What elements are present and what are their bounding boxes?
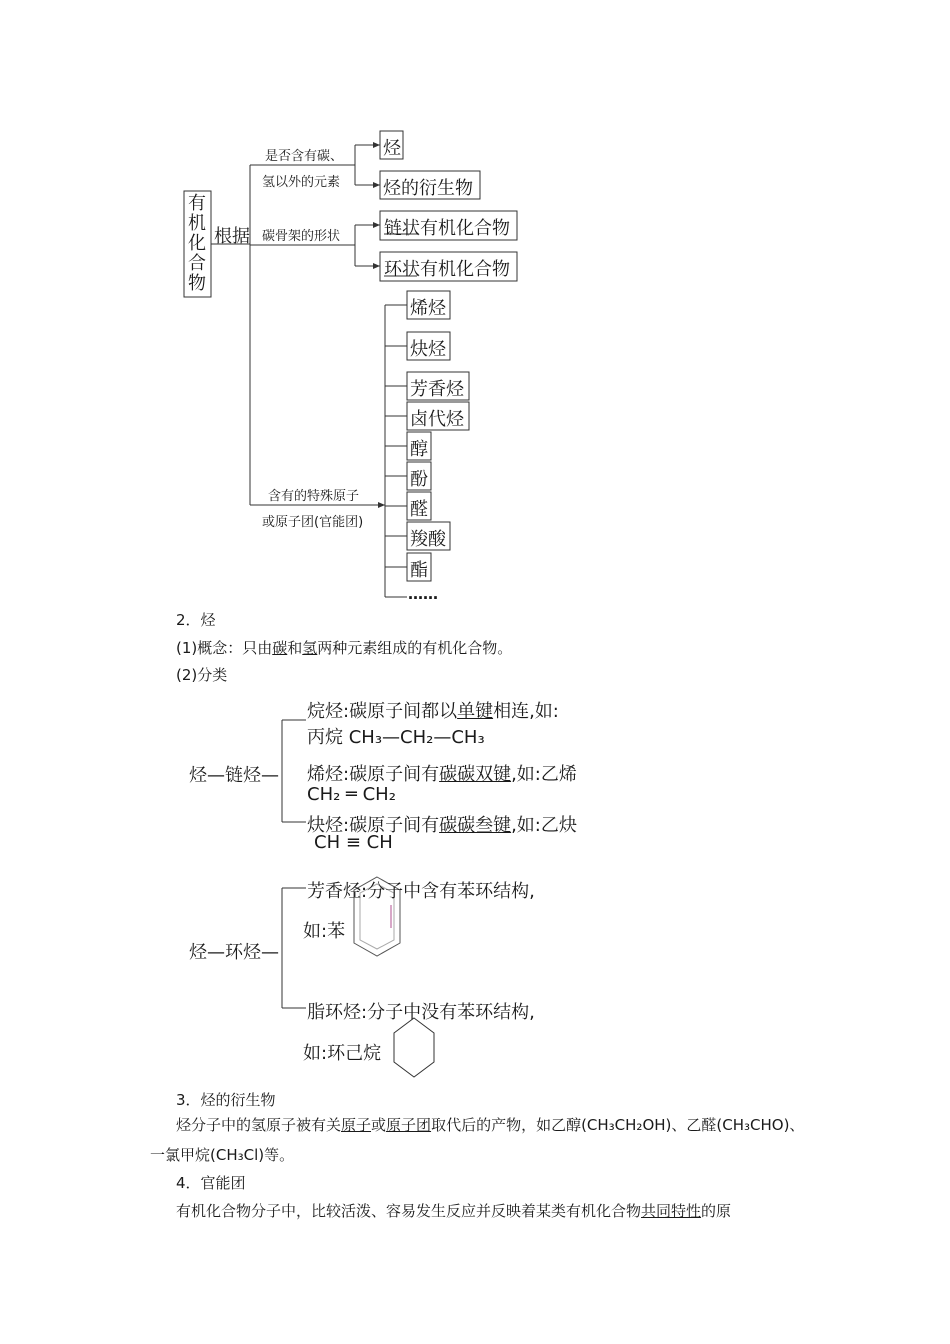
alkane-text-b: 相连,如: xyxy=(493,701,559,722)
section3-atom: 原子 xyxy=(341,1116,372,1134)
tree-item-ester: 酯 xyxy=(410,560,428,581)
classification-tree xyxy=(0,0,950,610)
branch3-label-line1: 含有的特殊原子 xyxy=(268,489,360,504)
tree-item-ellipsis: …… xyxy=(408,585,438,603)
tree-item-halide: 卤代烃 xyxy=(410,409,464,430)
section3-heading: 3．烃的衍生物 xyxy=(176,1091,276,1109)
cyclohexane-structure xyxy=(394,1018,434,1077)
alkene-double-bond: 碳碳双键 xyxy=(439,764,512,785)
tree-item-hydrocarbon: 烃 xyxy=(383,138,401,159)
alkyne-text-a: 炔烃:碳原子间有 xyxy=(307,815,440,836)
aromatic-example: 如:苯 xyxy=(303,921,346,942)
alkane-line xyxy=(307,697,559,723)
alicyclic-line: 脂环烃:分子中没有苯环结构, xyxy=(307,1002,535,1023)
basis-label: 根据 xyxy=(214,226,250,247)
alkyne-text-b: ,如:乙炔 xyxy=(511,815,577,836)
section4-common-property: 共同特性 xyxy=(641,1202,702,1220)
concept-line xyxy=(176,637,512,658)
ethyne-formula: CH ≡ CH xyxy=(314,832,393,853)
alkene-line xyxy=(307,760,577,786)
branch2-label: 碳骨架的形状 xyxy=(262,229,341,244)
branch3-label-line2: 或原子团(官能团) xyxy=(262,515,364,530)
alkene-text-b: ,如:乙烯 xyxy=(511,764,577,785)
tree-item-derivative: 烃的衍生物 xyxy=(383,178,473,199)
aromatic-line: 芳香烃:分子中含有苯环结构, xyxy=(307,881,535,902)
tree-item-phenol: 酚 xyxy=(410,469,428,490)
alkane-text-a: 烷烃:碳原子间都以 xyxy=(307,701,458,722)
concept-prefix: (1)概念：只由 xyxy=(176,639,273,657)
section4-heading: 4．官能团 xyxy=(176,1174,246,1192)
concept-carbon: 碳 xyxy=(272,639,288,657)
concept-suffix: 两种元素组成的有机化合物。 xyxy=(317,639,513,657)
section3-text-b: 取代后的产物，如乙醇(CH₃CH₂OH)、乙醛(CH₃CHO)、一氯甲烷(CH₃Cl)等。 xyxy=(150,1116,805,1164)
tree-item-acid: 羧酸 xyxy=(410,529,446,550)
propane-formula: 丙烷 CH₃—CH₂—CH₃ xyxy=(307,727,485,748)
tree-item-aldehyde: 醛 xyxy=(410,499,428,520)
tree-root-label: 有机化合物 xyxy=(188,193,206,294)
tree-item-alkene: 烯烃 xyxy=(410,298,446,319)
alkene-text-a: 烯烃:碳原子间有 xyxy=(307,764,440,785)
branch1-label-line2: 氢以外的元素 xyxy=(262,175,341,190)
section3-text-mid: 或 xyxy=(371,1116,387,1134)
branch1-label-line1: 是否含有碳、 xyxy=(265,149,344,164)
chain-root: 烃—链烃— xyxy=(189,765,279,786)
ethene-formula: CH₂ ═ CH₂ xyxy=(307,784,396,805)
classify-heading: (2)分类 xyxy=(176,666,228,684)
tree-item-ring: 环状有机化合物 xyxy=(384,259,510,280)
concept-mid: 和 xyxy=(287,639,303,657)
section3-text-a: 烃分子中的氢原子被有关 xyxy=(176,1116,342,1134)
tree-item-aromatic: 芳香烃 xyxy=(410,379,464,400)
section2-heading: 2．烃 xyxy=(176,611,216,629)
alkyne-triple-bond: 碳碳叁键 xyxy=(439,815,512,836)
alkane-single-bond: 单键 xyxy=(457,701,494,722)
ring-root: 烃—环烃— xyxy=(189,942,279,963)
tree-item-alkyne: 炔烃 xyxy=(410,339,446,360)
tree-item-alcohol: 醇 xyxy=(410,439,428,460)
section4-paragraph xyxy=(176,1200,731,1221)
concept-hydrogen: 氢 xyxy=(302,639,318,657)
tree-item-chain: 链状有机化合物 xyxy=(384,218,510,239)
section3-paragraph xyxy=(150,1110,806,1170)
alicyclic-example: 如:环己烷 xyxy=(303,1043,382,1064)
section3-group: 原子团 xyxy=(386,1116,432,1134)
section4-text-b: 的原 xyxy=(701,1202,732,1220)
section4-text-a: 有机化合物分子中，比较活泼、容易发生反应并反映着某类有机化合物 xyxy=(176,1202,642,1220)
